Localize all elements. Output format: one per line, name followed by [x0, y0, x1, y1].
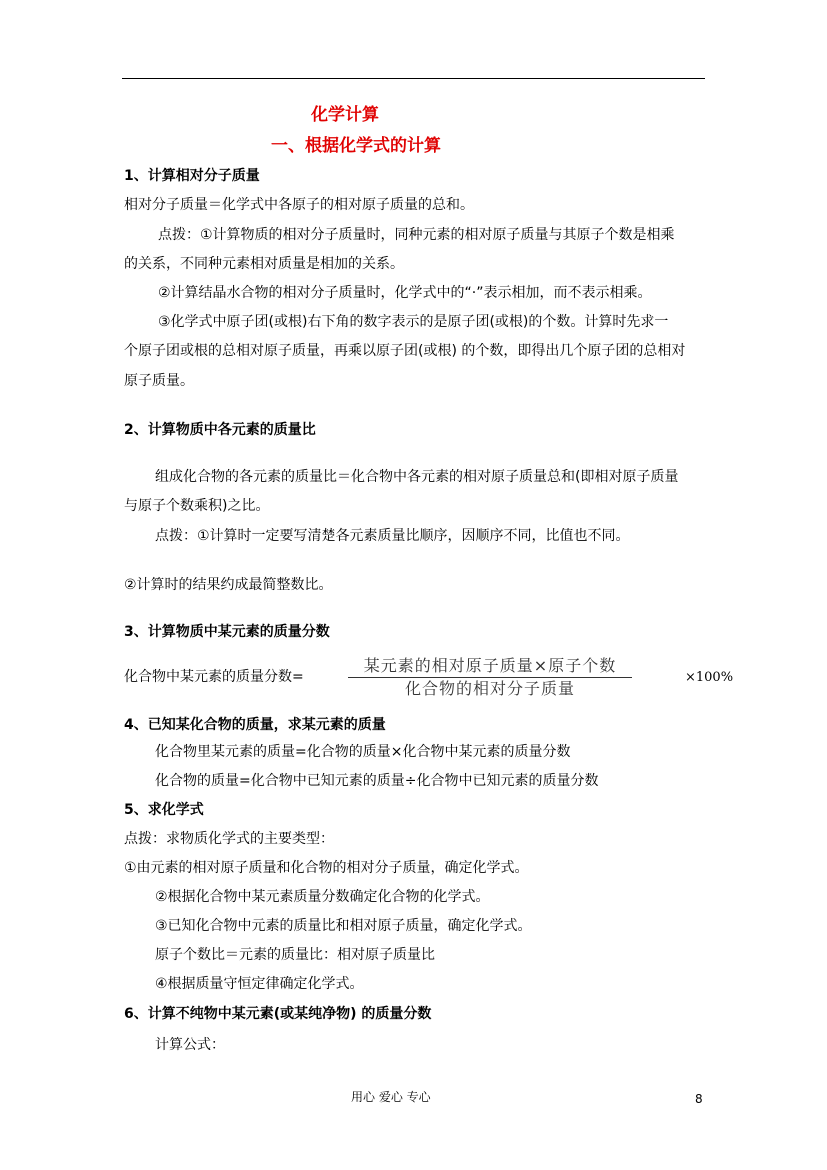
heading-3: 3、计算物质中某元素的质量分数	[124, 624, 330, 640]
s2-tip-2: ②计算时的结果约成最简整数比。	[124, 577, 333, 593]
s1-tip-3a: ③化学式中原子团(或根)右下角的数字表示的是原子团(或根)的个数。计算时先求一	[158, 314, 669, 330]
fraction-bar	[348, 677, 632, 678]
page-title: 化学计算	[311, 105, 379, 125]
s5-item-3: ③已知化合物中元素的质量比和相对原子质量，确定化学式。	[155, 918, 532, 934]
heading-1: 1、计算相对分子质量	[124, 168, 260, 184]
header-rule	[122, 78, 705, 79]
formula-numerator: 某元素的相对原子质量×原子个数	[363, 656, 617, 675]
s5-item-2: ②根据化合物中某元素质量分数确定化合物的化学式。	[155, 889, 490, 905]
formula-denominator: 化合物的相对分子质量	[404, 679, 575, 698]
formula-multiplier: ×100%	[685, 670, 734, 685]
section-title: 一、根据化学式的计算	[271, 136, 441, 156]
s1-tip-3c: 原子质量。	[124, 373, 194, 389]
s2-tip-1: 点拨：①计算时一定要写清楚各元素质量比顺序，因顺序不同，比值也不同。	[155, 528, 630, 544]
s5-item-1: ①由元素的相对原子质量和化合物的相对分子质量，确定化学式。	[124, 860, 529, 876]
s5-item-3-note: 原子个数比＝元素的质量比：相对原子质量比	[155, 947, 435, 963]
s2-definition-a: 组成化合物的各元素的质量比＝化合物中各元素的相对原子质量总和(即相对原子质量	[155, 469, 679, 485]
mass-fraction-formula	[348, 656, 632, 699]
s6-formula-label: 计算公式：	[155, 1037, 225, 1053]
s4-line-1: 化合物里某元素的质量=化合物的质量×化合物中某元素的质量分数	[155, 744, 571, 760]
heading-4: 4、已知某化合物的质量，求某元素的质量	[124, 717, 386, 733]
heading-6: 6、计算不纯物中某元素(或某纯净物) 的质量分数	[124, 1006, 432, 1022]
s2-definition-b: 与原子个数乘积)之比。	[124, 498, 270, 514]
s5-item-4: ④根据质量守恒定律确定化学式。	[155, 976, 364, 992]
s1-tip-2: ②计算结晶水合物的相对分子质量时，化学式中的“·”表示相加，而不表示相乘。	[158, 285, 652, 301]
s1-tip-1b: 的关系，不同种元素相对质量是相加的关系。	[124, 256, 404, 272]
s1-definition: 相对分子质量＝化学式中各原子的相对原子质量的总和。	[124, 197, 474, 213]
heading-5: 5、求化学式	[124, 802, 204, 818]
footer-motto: 用心 爱心 专心	[351, 1090, 431, 1104]
heading-2: 2、计算物质中各元素的质量比	[124, 422, 316, 438]
s1-tip-1a: 点拨：①计算物质的相对分子质量时，同种元素的相对原子质量与其原子个数是相乘	[158, 227, 675, 243]
formula-lhs: 化合物中某元素的质量分数=	[124, 669, 304, 685]
s1-tip-3b: 个原子团或根的总相对原子质量，再乘以原子团(或根) 的个数，即得出几个原子团的总相对	[124, 343, 686, 359]
s5-tip: 点拨：求物质化学式的主要类型：	[124, 831, 334, 847]
page-number: 8	[695, 1092, 703, 1106]
s4-line-2: 化合物的质量=化合物中已知元素的质量÷化合物中已知元素的质量分数	[155, 773, 599, 789]
